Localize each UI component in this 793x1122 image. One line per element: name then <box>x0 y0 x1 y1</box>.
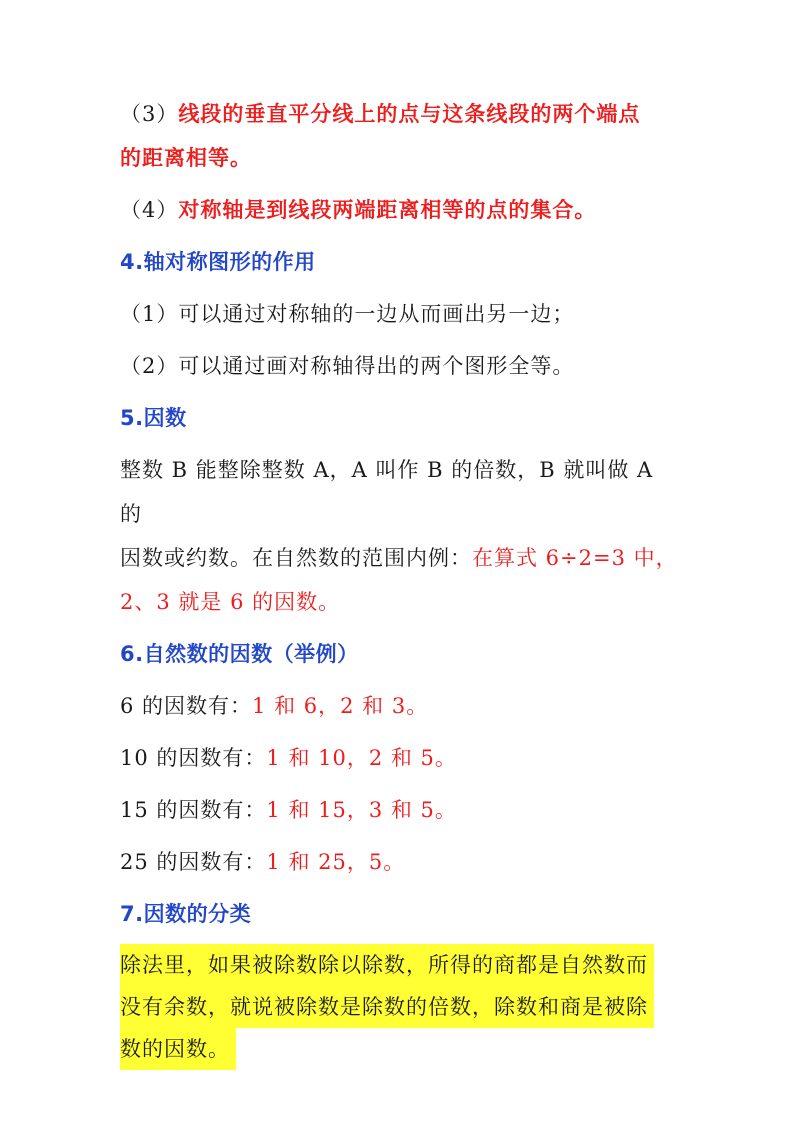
item-3-line-1 <box>120 92 680 136</box>
factor-row-6 <box>120 684 680 736</box>
section-4-item-1: （1）可以通过对称轴的一边从而画出另一边； <box>120 302 575 326</box>
section-7-heading: 7.因数的分类 <box>120 902 252 926</box>
section-5-line-3: 2、3 就是 6 的因数。 <box>120 590 341 614</box>
item-3-prefix: （3） <box>120 102 179 126</box>
highlighted-definition <box>120 944 680 1070</box>
definition-line-1: 除法里，如果被除数除以除数，所得的商都是自然数而 <box>120 944 654 986</box>
factor-value: 1 和 10，2 和 5。 <box>266 746 457 770</box>
section-6-heading: 6.自然数的因数（举例） <box>120 642 359 666</box>
factor-row-15 <box>120 788 680 840</box>
section-5-heading: 5.因数 <box>120 406 187 430</box>
item-3-text-2: 的距离相等。 <box>120 145 252 170</box>
document-page <box>120 92 680 1070</box>
factor-row-25 <box>120 840 680 892</box>
item-4-text: 对称轴是到线段两端距离相等的点的集合。 <box>178 197 597 222</box>
definition-line-2: 没有余数，就说被除数是除数的倍数，除数和商是被除 <box>120 986 654 1028</box>
factor-value: 1 和 15，3 和 5。 <box>266 798 457 822</box>
item-4 <box>120 188 680 240</box>
section-5-line-1: 整数 B 能整除整数 A，A 叫作 B 的倍数，B 就叫做 A 的 <box>120 458 654 526</box>
item-3-line-2 <box>120 136 680 180</box>
section-5-line-2-plain: 因数或约数。在自然数的范围内例： <box>120 546 472 570</box>
factor-row-10 <box>120 736 680 788</box>
section-4-heading: 4.轴对称图形的作用 <box>120 250 316 274</box>
section-5-line-2 <box>120 536 680 580</box>
section-4-item-2: （2）可以通过画对称轴得出的两个图形全等。 <box>120 354 575 378</box>
section-5-line-2-red: 在算式 6÷2=3 中， <box>472 546 678 570</box>
factor-label: 25 的因数有： <box>120 850 267 874</box>
factor-label: 6 的因数有： <box>120 694 253 718</box>
item-4-prefix: （4） <box>120 198 179 222</box>
factor-value: 1 和 25，5。 <box>266 850 406 874</box>
factor-value: 1 和 6，2 和 3。 <box>252 694 429 718</box>
factor-label: 10 的因数有： <box>120 746 267 770</box>
definition-line-3: 数的因数。 <box>120 1028 236 1070</box>
factor-label: 15 的因数有： <box>120 798 267 822</box>
item-3-text-1: 线段的垂直平分线上的点与这条线段的两个端点 <box>178 101 641 126</box>
